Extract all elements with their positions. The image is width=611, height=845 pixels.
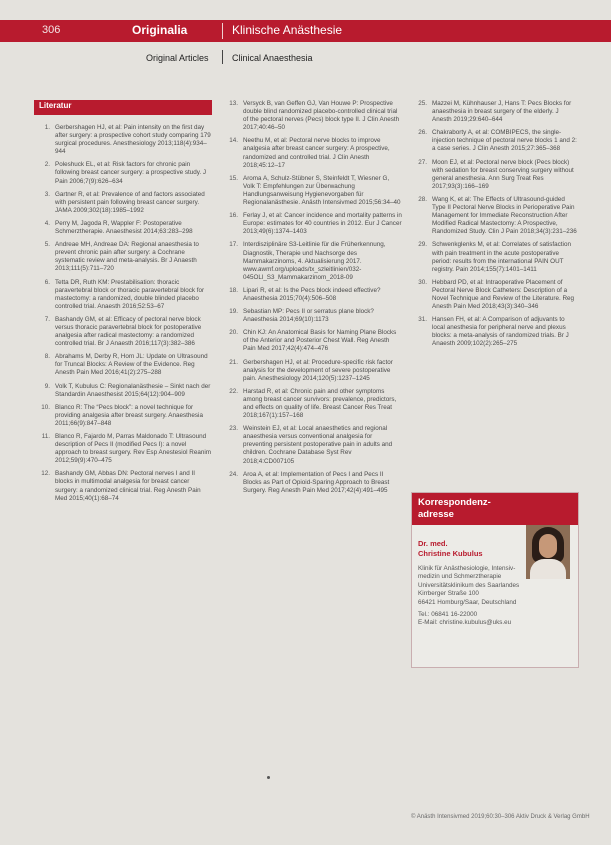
reference-item xyxy=(222,100,402,132)
reference-item xyxy=(34,241,212,273)
reference-text: Volk T, Kubulus C: Regionalanästhesie – Sinkt nach der Standardin Anaesthesist 2015;64(12):904–909 xyxy=(55,382,211,398)
reference-text: Chakraborty A, et al: COMBIPECS, the single-injection technique of pectoral nerve blocks 1 and 2: a case series. J Clin Anesth 2015;27:365–368 xyxy=(432,129,577,153)
correspondence-heading-line2: adresse xyxy=(418,509,454,520)
reference-text: Gerbershagen HJ, et al: Procedure-specific risk factor analysis for the development of severe postoperative pain. Anesthesiology 2014;120(5):1237–1245 xyxy=(243,358,393,382)
reference-text: Blanco R, Fajardo M, Parras Maldonado T: Ultrasound description of Pecs II (modified Pecs I): a novel approach to breast surgery. Rev Esp Anestesiol Reanim 2012;59(9):470–475 xyxy=(55,433,211,465)
address-line: Klinik für Anästhesiologie, Intensiv- xyxy=(418,565,516,572)
reference-text: Moon EJ, et al: Pectoral nerve block (Pecs block) with sedation for breast conserving surgery without general anesthesia. Ann Surg Treat Res 2017;93(3):166–169 xyxy=(432,158,574,190)
reference-number: 21. xyxy=(229,358,238,366)
reference-number: 5. xyxy=(44,241,50,249)
reference-text: Gerbershagen HJ, et al: Pain intensity on the first day after surgery: a prospective cohort study comparing 179 surgical procedures. Anesthesiology 2013;118(4):934–944 xyxy=(55,124,211,156)
reference-text: Poleshuck EL, et al: Risk factors for chronic pain following breast cancer surgery: a prospective study. J Pain 2006;7(9):626–634 xyxy=(55,161,207,185)
reference-text: Weinstein EJ, et al: Local anaesthetics and regional anaesthesia versus conventional analgesia for preventing persistent postoperative pain in adults and children. Cochrane Database Syst Rev 2018;4:CD007105 xyxy=(243,425,393,465)
reference-column-2 xyxy=(222,100,402,500)
correspondence-heading-line1: Korrespondenz- xyxy=(418,497,491,508)
reference-item xyxy=(34,353,212,377)
reference-number: 20. xyxy=(229,329,238,337)
reference-number: 26. xyxy=(418,129,427,137)
reference-item xyxy=(411,196,577,236)
reference-number: 31. xyxy=(418,316,427,324)
reference-number: 4. xyxy=(44,219,50,227)
page-header-bar xyxy=(0,20,611,42)
reference-number: 1. xyxy=(44,124,50,131)
address-line: Kirrberger Straße 100 xyxy=(418,590,479,598)
address-line: medizin und Schmerztherapie xyxy=(418,573,502,581)
reference-number: 15. xyxy=(229,174,238,182)
reference-number: 10. xyxy=(41,403,50,411)
email-line: E-Mail: christine.kubulus@uks.eu xyxy=(418,619,512,627)
reference-item xyxy=(34,124,212,156)
page-number: 306 xyxy=(42,24,61,36)
reference-number: 16. xyxy=(229,212,238,220)
reference-text: Bashandy GM, et al: Efficacy of pectoral nerve block versus thoracic paravertebral block for postoperative analgesia after radical mastectomy: a randomized controlled trial. Br J Anaesth 2016;117(3):382–386 xyxy=(55,315,202,348)
author-name: Christine Kubulus xyxy=(418,549,483,558)
literature-heading: Literatur xyxy=(34,100,212,115)
reference-item xyxy=(411,129,577,153)
header-divider xyxy=(222,23,223,39)
reference-number: 24. xyxy=(229,470,238,478)
reference-item xyxy=(222,175,402,207)
reference-item xyxy=(34,191,212,215)
reference-item xyxy=(34,279,212,311)
reference-item xyxy=(222,471,402,495)
reference-item xyxy=(222,308,402,324)
reference-text: Ferlay J, et al: Cancer incidence and mortality patterns in Europe: estimates for 40 countries in 2012. Eur J Cancer 2013;49(6):1374–1403 xyxy=(243,212,402,236)
reference-number: 23. xyxy=(229,425,238,433)
reference-item xyxy=(222,359,402,383)
reference-item xyxy=(411,100,577,124)
author-address xyxy=(418,565,572,628)
address-line: 66421 Homburg/Saar, Deutschland xyxy=(418,598,517,606)
reference-text: Tetta DR, Ruth KM: Prestabilisation: thoracic paravertebral block or thoracic paravertebral block for mastectomy: a randomized, double blinded placebo controlled trial. Anaesth 2016;52:53–67 xyxy=(55,278,205,310)
reference-text: Wang K, et al: The Effects of Ultrasound-guided Type II Pectoral Nerve Blocks in Perioperative Pain Management for Immediate Reconstruction After Modified Radical Mastectomy: A Prospective, Randomized Study. Clin J Pain 2018;34(3):231–236 xyxy=(432,195,577,236)
decorative-dot xyxy=(267,776,270,779)
reference-item xyxy=(34,470,212,502)
reference-number: 18. xyxy=(229,286,238,294)
reference-number: 14. xyxy=(229,137,238,145)
reference-item xyxy=(34,383,212,399)
reference-text: Abrahams M, Derby R, Horn JL: Update on Ultrasound for Truncal Blocks: A Review of the Evidence. Reg Anesth Pain Med 2016;41(2):275–288 xyxy=(55,353,208,377)
reference-text: Neethu M, et al: Pectoral nerve blocks to improve analgesia after breast cancer surgery: A prospective, randomized and controlled trial. J Clin Anesth 2018;45:12–17 xyxy=(243,137,390,169)
correspondence-box xyxy=(411,492,579,668)
reference-item xyxy=(222,329,402,353)
reference-text: Aroma A, Schulz-Stübner S, Steinfeldt T, Wiesner G, Volk T: Empfehlungen zur Überwachung Handlungsanweisung Hygienevorgaben für Regionalanästhesie. Anästh Intensivmed 2015;56:34–40 xyxy=(243,174,401,207)
reference-item xyxy=(222,241,402,281)
reference-text: Schwenkglenks M, et al: Correlates of satisfaction with pain treatment in the acute postoperative period: results from the international PAIN OUT registry. Pain 2014;155(7):1401–1411 xyxy=(432,241,571,273)
reference-item xyxy=(222,287,402,303)
reference-number: 30. xyxy=(418,278,427,286)
reference-item xyxy=(411,316,577,348)
reference-number: 13. xyxy=(229,100,238,107)
reference-text: Perry M, Jagoda R, Wappler F: Postoperative Schmerztherapie. Anaesthesist 2014;63:283–298 xyxy=(55,219,193,236)
reference-number: 19. xyxy=(229,308,238,316)
reference-item xyxy=(411,159,577,191)
reference-number: 8. xyxy=(44,353,50,361)
reference-item xyxy=(34,220,212,236)
reference-text: Bashandy GM, Abbas DN: Pectoral nerves I and II blocks in multimodal analgesia for breast cancer surgery: a randomized clinical trial. Reg Anesth Pain Med 2015;40(1):68–74 xyxy=(55,470,201,502)
subject-subtitle-en: Clinical Anaesthesia xyxy=(232,53,313,63)
subject-title: Klinische Anästhesie xyxy=(232,23,343,37)
reference-number: 3. xyxy=(44,190,50,198)
reference-text: Sebastian MP: Pecs II or serratus plane block? Anaesthesia 2014;69(10):1173 xyxy=(243,308,374,324)
reference-column-1 xyxy=(34,100,212,508)
reference-column-3 xyxy=(411,100,577,354)
subheader-divider xyxy=(222,50,223,64)
reference-text: Andreae MH, Andreae DA: Regional anaesthesia to prevent chronic pain after surgery: a Cochrane systematic review and meta-analysis. Br J Anaesth 2013;111(5):711–720 xyxy=(55,241,199,273)
reference-number: 12. xyxy=(41,470,50,478)
reference-text: Aroa A, et al: Implementation of Pecs I and Pecs II Blocks as Part of Opioid-Sparing Approach to Breast Surgery. Reg Anesth Pain Med 2017;42(4):491–495 xyxy=(243,470,390,494)
reference-text: Chin KJ: An Anatomical Basis for Naming Plane Blocks of the Anterior and Posterior Chest Wall. Reg Anesth Pain Med 2017;42(4):474–476 xyxy=(243,329,397,353)
reference-number: 9. xyxy=(44,382,50,390)
reference-text: Harstad R, et al: Chronic pain and other symptoms among breast cancer survivors: prevalence, predictors, and effects on quality of life. Breast Cancer Res Treat 2018;167(1):157–168 xyxy=(243,387,397,420)
reference-text: Blanco R: The “Pecs block”: a novel technique for providing analgesia after breast surgery. Anaesthesia 2011;66(9):847–848 xyxy=(55,403,203,427)
reference-number: 6. xyxy=(44,278,50,286)
reference-text: Hebbard PD, et al: Intraoperative Placement of Pectoral Nerve Block Catheters: Description of a Novel Technique and Review of the Literature. Reg Anesth Pain Med 2018;43(3):340–346 xyxy=(432,278,574,311)
reference-item xyxy=(222,388,402,420)
page-footer: © Anästh Intensivmed 2019;60:30–306 Aktiv Druck & Verlag GmbH xyxy=(411,814,590,820)
reference-text: Hansen FH, et al: A Comparison of adjuvants to local anesthesia for peripheral nerve and plexus blocks: a meta-analysis of randomized trials. Br J Anaesth 2009;102(2):265–275 xyxy=(432,316,569,348)
reference-number: 7. xyxy=(44,315,50,323)
reference-item xyxy=(34,161,212,185)
reference-number: 22. xyxy=(229,387,238,395)
reference-text: Gartner R, et al: Prevalence of and factors associated with persistent pain following breast cancer surgery. JAMA 2009;302(18):1985–1992 xyxy=(55,190,205,214)
reference-number: 17. xyxy=(229,241,238,249)
reference-item xyxy=(222,212,402,236)
reference-number: 29. xyxy=(418,241,427,249)
reference-number: 28. xyxy=(418,195,427,203)
author-title: Dr. med. xyxy=(418,539,448,548)
reference-number: 25. xyxy=(418,100,427,107)
phone-line: Tel.: 06841 16-22000 xyxy=(418,611,478,619)
correspondence-heading xyxy=(412,493,578,525)
reference-item xyxy=(34,316,212,348)
reference-item xyxy=(34,433,212,465)
reference-number: 27. xyxy=(418,158,427,166)
reference-item xyxy=(411,241,577,273)
section-title: Originalia xyxy=(132,23,188,37)
reference-number: 11. xyxy=(41,433,50,440)
reference-text: Versyck B, van Geffen GJ, Van Houwe P: Prospective double blind randomized placebo-controlled clinical trial of the pectoral nerves (Pecs) block type II. J Clin Anesth 2017;40:46–50 xyxy=(243,100,400,132)
reference-text: Interdisziplinäre S3-Leitlinie für die Früherkennung, Diagnostik, Therapie und Nachsorge des Mammakarzinoms, 4. Aktualisierung 2017. www.awmf.org/uploads/tx_szleitlinien/032-045OLl_S3_Mammakarzinom_2018-09 xyxy=(243,241,386,281)
reference-item xyxy=(222,137,402,169)
address-line: Universitätsklinikum des Saarlandes xyxy=(418,581,520,589)
reference-item xyxy=(34,404,212,428)
reference-item xyxy=(411,279,577,311)
reference-number: 2. xyxy=(44,161,50,169)
reference-text: Mazzei M, Kühnhauser J, Hans T: Pecs Blocks for anaesthesia in breast surgery of the elderly. J Anesth 2019;29:640–644 xyxy=(432,100,572,124)
reference-item xyxy=(222,425,402,465)
reference-text: Lipari R, et al: Is the Pecs block indeed effective? Anaesthesia 2015;70(4):506–508 xyxy=(243,286,381,302)
section-subtitle-en: Original Articles xyxy=(146,53,209,63)
